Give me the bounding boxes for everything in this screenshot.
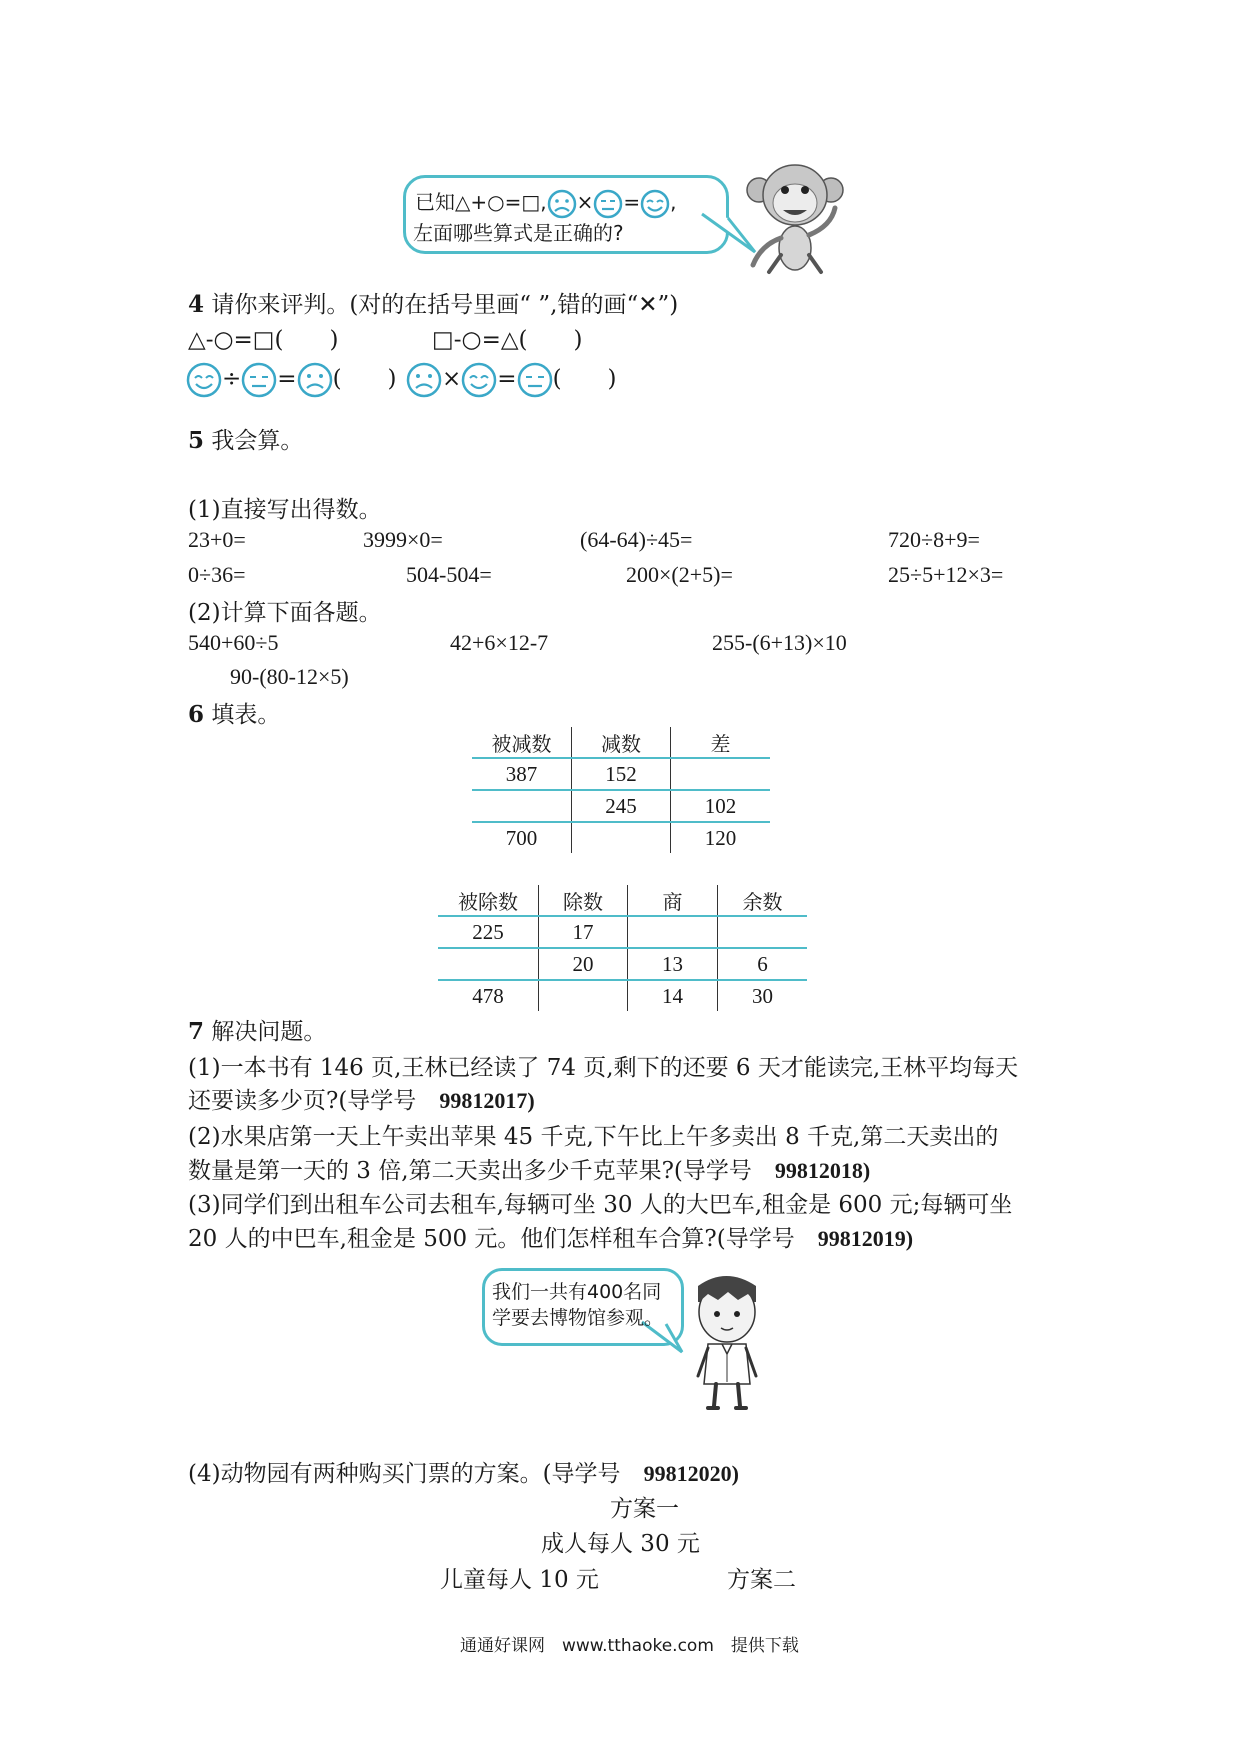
oral-item: 200×(2+5)= [626, 562, 733, 587]
table-cell [438, 948, 539, 980]
monkey-illustration [745, 160, 845, 276]
oral-item: 504-504= [406, 562, 492, 587]
footer-text: 通通好课网 www.tthaoke.com 提供下载 [460, 1636, 799, 1656]
calc-item: 90-(80-12×5) [230, 664, 349, 689]
neutral-face-icon [241, 362, 277, 398]
table-cell [671, 758, 771, 790]
bubble-line-2: 左面哪些算式是正确的? [413, 221, 624, 245]
plan-2-label: 方案二 [727, 1567, 796, 1593]
table-cell: 13 [628, 948, 718, 980]
smile-face-icon [461, 362, 497, 398]
smile-face-icon [640, 189, 670, 219]
q4-expr-2: □-○=△( ) [432, 327, 583, 353]
q4-expr-3: ÷ = ( ) [186, 360, 397, 398]
table-cell [628, 916, 718, 948]
q4-title: 4 请你来评判。(对的在括号里画“ ”,错的画“✕”) [188, 291, 679, 318]
q7-problem-1: (1)一本书有 146 页,王林已经读了 74 页,剩下的还要 6 天才能读完,王林平均每天 [188, 1055, 1019, 1081]
table-header: 商 [628, 885, 718, 916]
table-header: 差 [671, 727, 771, 758]
adult-price: 成人每人 30 元 [541, 1531, 700, 1557]
oral-item: 25÷5+12×3= [888, 562, 1004, 587]
boy-illustration [678, 1272, 774, 1412]
smile-face-icon [186, 362, 222, 398]
q7-problem-2: (2)水果店第一天上午卖出苹果 45 千克,下午比上午多卖出 8 千克,第二天卖出的 [188, 1124, 999, 1150]
table-cell: 478 [472, 983, 504, 1008]
table-header: 被除数 [438, 885, 539, 916]
table-cell: 20 [539, 948, 628, 980]
table-cell: 387 [472, 758, 572, 790]
oral-item: 3999×0= [363, 527, 443, 552]
table-cell: 102 [671, 790, 771, 822]
plan-1-label: 方案一 [610, 1496, 679, 1522]
oral-item: 720÷8+9= [888, 527, 980, 552]
table-cell [718, 916, 808, 948]
q5-sub2: (2)计算下面各题。 [188, 600, 382, 626]
division-table [438, 885, 807, 1011]
q7-title: 7 解决问题。 [188, 1018, 327, 1045]
oral-item: 23+0= [188, 527, 246, 552]
bubble-line-1: 已知△+○=□, × = , [415, 186, 677, 219]
q7-problem-1-cont: 还要读多少页?(导学号 99812017) [188, 1088, 535, 1114]
q5-sub1: (1)直接写出得数。 [188, 497, 382, 523]
table-cell [472, 790, 572, 822]
calc-item: 255-(6+13)×10 [712, 630, 847, 655]
calc-item: 540+60÷5 [188, 630, 279, 655]
q5-title: 5 我会算。 [188, 427, 304, 454]
table-header: 余数 [718, 885, 808, 916]
bubble2-line-2: 学要去博物馆参观。 [492, 1307, 664, 1329]
table-cell: 14 [628, 980, 718, 1011]
q4-expr-1: △-○=□( ) [188, 327, 339, 353]
table-cell [539, 980, 628, 1011]
table-cell: 700 [505, 825, 538, 850]
subtraction-table [472, 727, 770, 853]
table-cell: 6 [718, 948, 808, 980]
table-header: 除数 [539, 885, 628, 916]
q4-expr-4: × = ( ) [406, 360, 617, 398]
q7-problem-3: (3)同学们到出租车公司去租车,每辆可坐 30 人的大巴车,租金是 600 元;每辆可坐 [188, 1192, 1013, 1218]
sad-face-icon [406, 362, 442, 398]
table-cell: 225 [438, 916, 539, 948]
calc-item: 42+6×12-7 [450, 630, 549, 655]
table-cell: 30 [718, 980, 808, 1011]
oral-item: (64-64)÷45= [580, 527, 693, 552]
bubble2-line-1: 我们一共有400名同 [492, 1281, 662, 1303]
child-price: 儿童每人 10 元 [440, 1567, 599, 1593]
q6-title: 6 填表。 [188, 701, 281, 728]
table-header: 减数 [572, 727, 671, 758]
q7-problem-3-cont: 20 人的中巴车,租金是 500 元。他们怎样租车合算?(导学号 99812019) [188, 1226, 914, 1252]
sad-face-icon [547, 189, 577, 219]
neutral-face-icon [593, 189, 623, 219]
table-header: 被减数 [472, 727, 572, 758]
table-cell: 17 [539, 916, 628, 948]
q7-problem-2-cont: 数量是第一天的 3 倍,第二天卖出多少千克苹果?(导学号 99812018) [188, 1158, 871, 1184]
table-cell [572, 822, 671, 853]
q7-problem-4: (4)动物园有两种购买门票的方案。(导学号 99812020) [188, 1461, 739, 1487]
neutral-face-icon [517, 362, 553, 398]
table-cell: 152 [572, 758, 671, 790]
sad-face-icon [297, 362, 333, 398]
table-cell: 245 [572, 790, 671, 822]
table-cell: 120 [671, 822, 771, 853]
oral-item: 0÷36= [188, 562, 246, 587]
